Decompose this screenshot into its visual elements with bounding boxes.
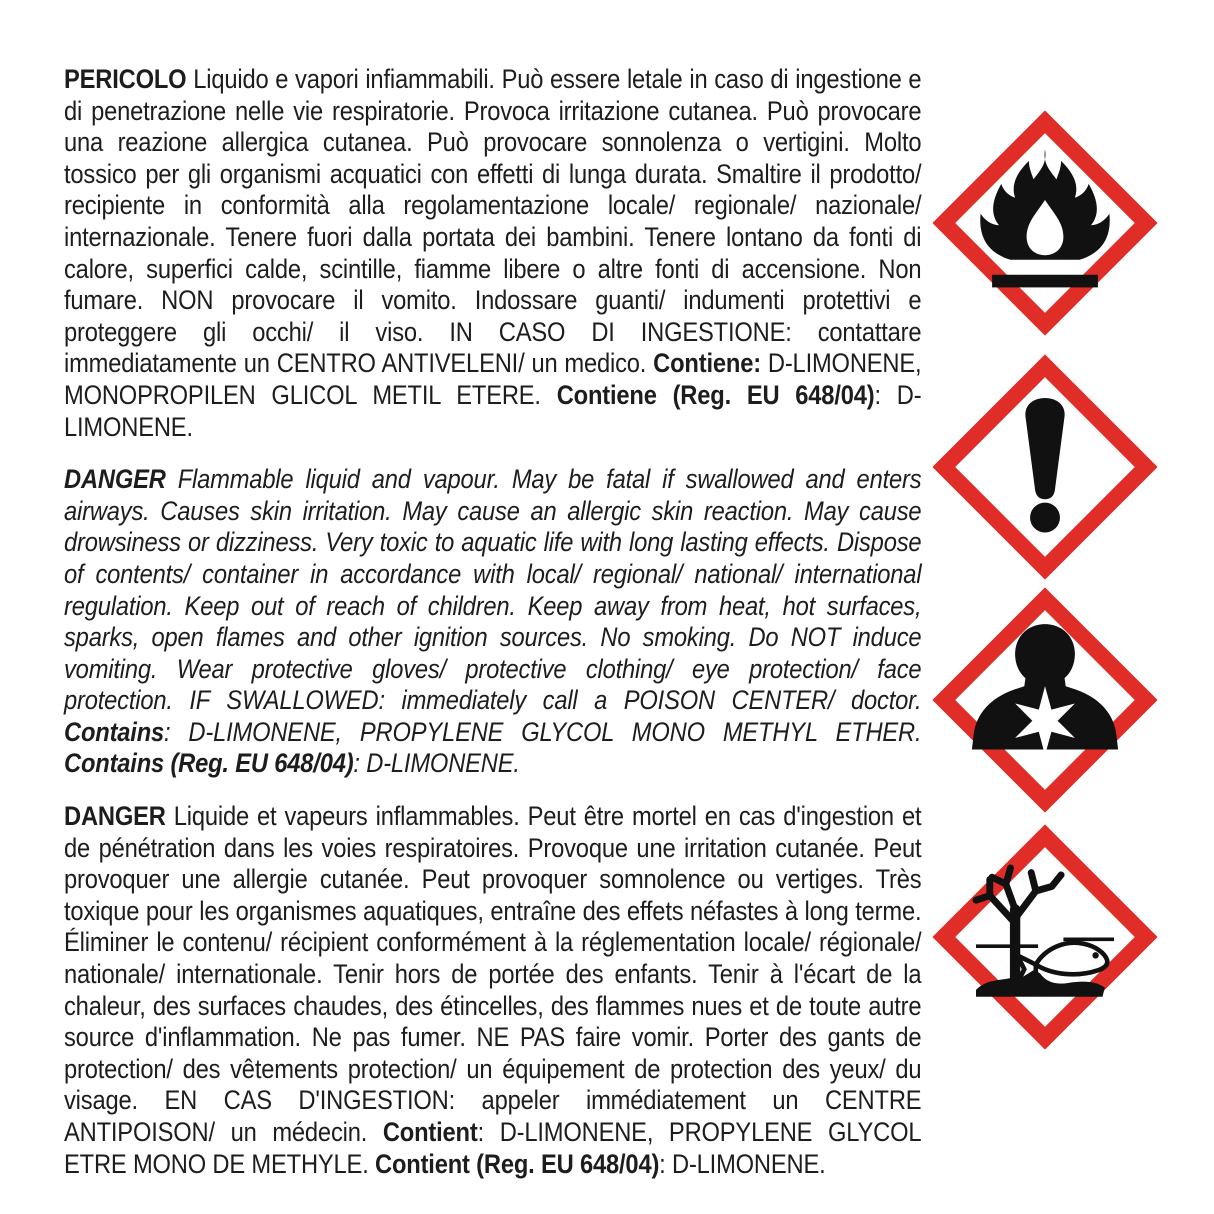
statement-french	[64, 801, 921, 1180]
exclamation-mark-icon	[930, 352, 1160, 582]
statement-english	[64, 464, 921, 780]
irritant-pictogram	[930, 352, 1160, 582]
environmental-hazard-pictogram	[930, 822, 1160, 1052]
text-run: : D-LIMONENE.	[64, 379, 922, 442]
text-run: : D-LIMONENE, PROPYLENE GLYCOL ETRE MONO DE METHYLE.	[64, 1117, 922, 1179]
text-run: Contiene (Reg. EU 648/04)	[556, 379, 875, 410]
text-run: Contains (Reg. EU 648/04)	[64, 748, 354, 779]
text-run: Contient	[382, 1117, 478, 1147]
text-run: D-LIMONENE, MONOPROPILEN GLICOL METIL ETERE.	[64, 348, 922, 410]
environment-icon	[930, 822, 1160, 1052]
health-hazard-icon	[930, 585, 1160, 815]
flame-icon	[930, 108, 1160, 338]
text-run: Contains	[64, 716, 165, 747]
flammable-pictogram	[930, 108, 1160, 338]
text-run: Flammable liquid and vapour. May be fatal if swallowed and enters airways. Causes skin irritation. May cause an allergic skin reaction. May cause drowsiness or dizziness. Very toxic to aquatic life with long lasting effects. Dispose of contents/ container in accordance with local/ regional/ national/ international regulation. Keep out of reach of children. Keep away from heat, hot surfaces, sparks, open flames and other ignition sources. No smoking. Do NOT induce vomiting. Wear protective gloves/ protective clothing/ eye protection/ face protection. IF SWALLOWED: immediately call a POISON CENTER/ doctor.	[64, 464, 922, 716]
text-run: : D-LIMONENE.	[659, 1148, 826, 1179]
statement-italian	[64, 64, 921, 443]
text-run: Contiene:	[653, 348, 761, 379]
text-run: : D-LIMONENE, PROPYLENE GLYCOL MONO METHYL ETHER.	[164, 716, 922, 747]
health-hazard-pictogram	[930, 585, 1160, 815]
text-run: Liquido e vapori infiammabili. Può essere letale in caso di ingestione e di penetrazione nelle vie respiratorie. Provoca irritazione cutanea. Può provocare una reazione allergica cutanea. Può provocare sonnolenza o vertigini. Molto tossico per gli organismi acquatici con effetti di lunga durata. Smaltire il prodotto/ recipiente in conformità alla regolamentazione locale/ regionale/ nazionale/ internazionale. Tenere fuori dalla portata dei bambini. Tenere lontano da fonti di calore, superfici calde, scintille, fiamme libere o altre fonti di accensione. Non fumare. NON provocare il vomito. Indossare guanti/ indumenti protettivi e proteggere gli occhi/ il viso. IN CASO DI INGESTIONE: contattare immediatamente un CENTRO ANTIVELENI/ un medico.	[64, 64, 922, 379]
text-run: DANGER	[64, 464, 178, 495]
text-run: : D-LIMONENE.	[353, 748, 520, 779]
text-run: PERICOLO	[64, 64, 194, 94]
text-run: Contient (Reg. EU 648/04)	[375, 1148, 660, 1179]
text-run: DANGER	[64, 801, 174, 832]
text-run: Liquide et vapeurs inflammables. Peut être mortel en cas d'ingestion et de pénétration dans les voies respiratoires. Provoque une irritation cutanée. Peut provoquer une allergie cutanée. Peut provoquer somnolence ou vertiges. Très toxique pour les organismes aquatiques, entraîne des effets néfastes à long terme. Éliminer le contenu/ récipient conformément à la réglementation locale/ régionale/ nationale/ internationale. Tenir hors de portée des enfants. Tenir à l'écart de la chaleur, des surfaces chaudes, des étincelles, des flammes nues et de toute autre source d'inflammation. Ne pas fumer. NE PAS faire vomir. Porter des gants de protection/ des vêtements protection/ un équipement de protection des yeux/ du visage. EN CAS D'INGESTION: appeler immédiatement un CENTRE ANTIPOISON/ un médecin.	[64, 801, 922, 1147]
hazard-statements	[64, 64, 921, 1201]
